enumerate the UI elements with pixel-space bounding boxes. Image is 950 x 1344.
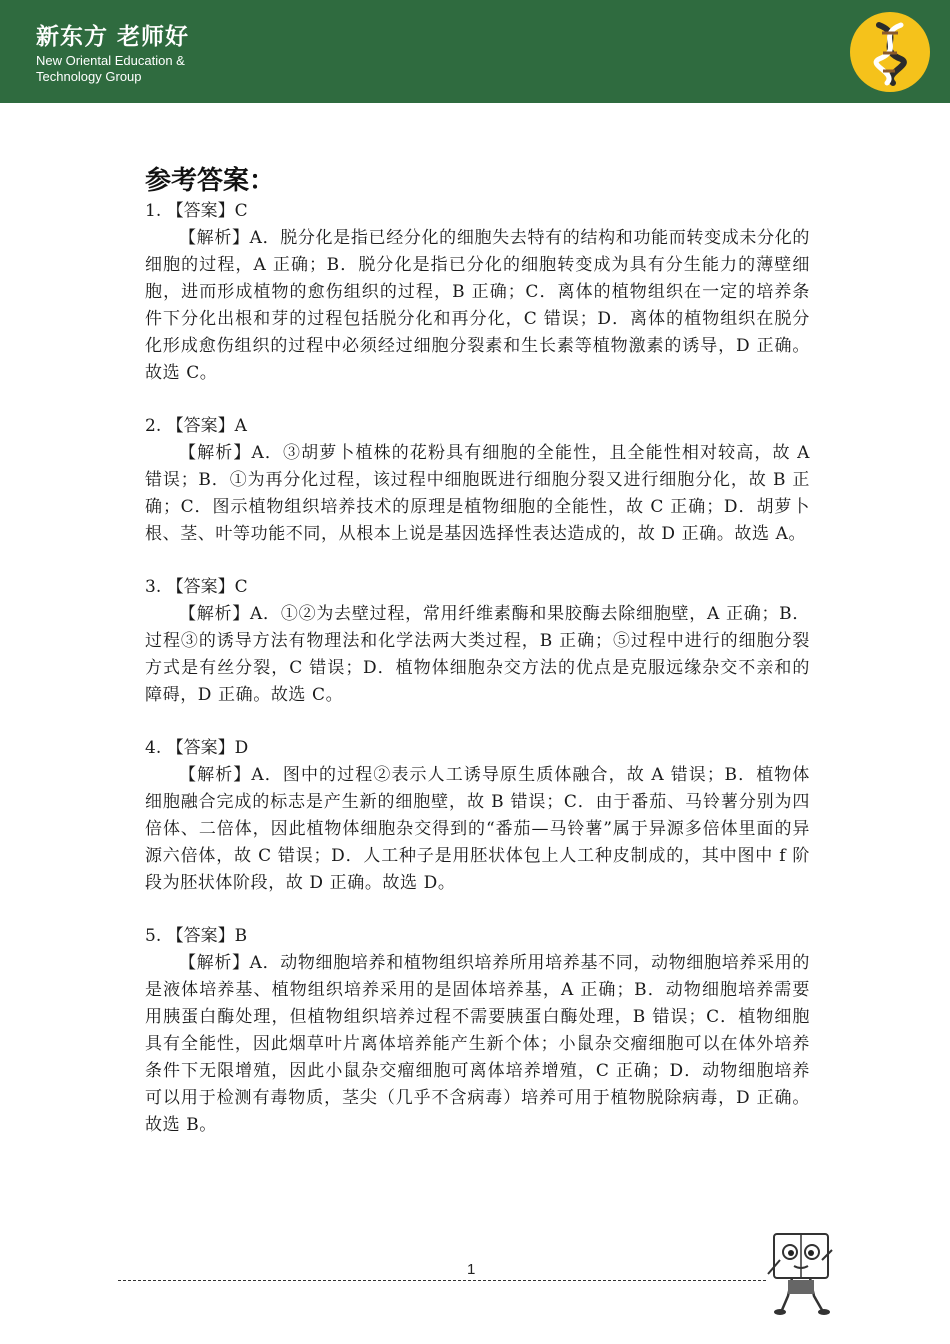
answer-key: 3. 【答案】C	[145, 577, 248, 597]
answer-key: 5. 【答案】B	[145, 926, 248, 946]
answer-explanation: 【解析】A．①②为去壁过程，常用纤维素酶和果胶酶去除细胞壁，A 正确；B．过程③的诱导方法有物理法和化学法两大类过程，B 正确；⑤过程中进行的细胞分裂方式是有丝分裂，C 错误；D．植物体细胞杂交方法的优点是克服远缘杂交不亲和的障碍，D 正确。故选 C。	[145, 604, 810, 705]
answer-item-1	[145, 198, 810, 387]
answer-item-2	[145, 413, 810, 548]
answer-item-5	[145, 923, 810, 1139]
page-title: 参考答案：	[145, 166, 276, 196]
answer-key: 4. 【答案】D	[145, 738, 249, 758]
answer-key: 1. 【答案】C	[145, 201, 248, 221]
header-bar	[0, 0, 950, 103]
page-number: 1	[467, 1261, 476, 1278]
footer-divider	[118, 1280, 766, 1281]
answer-list	[145, 198, 810, 1165]
brand-name-cn: 新东方 老师好	[36, 24, 190, 50]
answer-item-3	[145, 574, 810, 709]
answer-explanation: 【解析】A．③胡萝卜植株的花粉具有细胞的全能性，且全能性相对较高，故 A 错误；B．①为再分化过程，该过程中细胞既进行细胞分裂又进行细胞分化，故 B 正确；C．图示植物组织培养技术的原理是植物细胞的全能性，故 C 正确；D．胡萝卜根、茎、叶等功能不同，从根本上说是基因选择性表达造成的，故 D 正确。故选 A。	[145, 443, 810, 544]
book-mascot-icon	[766, 1230, 836, 1320]
dna-helix-icon	[849, 11, 931, 93]
answer-explanation: 【解析】A．图中的过程②表示人工诱导原生质体融合，故 A 错误；B．植物体细胞融合完成的标志是产生新的细胞壁，故 B 错误；C．由于番茄、马铃薯分别为四倍体、二倍体，因此植物体细胞杂交得到的“番茄—马铃薯”属于异源多倍体里面的异源六倍体，故 C 错误；D．人工种子是用胚状体包上人工种皮制成的，其中图中 f 阶段为胚状体阶段，故 D 正确。故选 D。	[145, 765, 810, 893]
answer-explanation: 【解析】A．脱分化是指已经分化的细胞失去特有的结构和功能而转变成未分化的细胞的过程，A 正确；B．脱分化是指已分化的细胞转变成为具有分生能力的薄壁细胞，进而形成植物的愈伤组织的过程，B 正确；C．离体的植物组织在一定的培养条件下分化出根和芽的过程包括脱分化和再分化，C 错误；D．离体的植物组织在脱分化形成愈伤组织的过程中必须经过细胞分裂素和生长素等植物激素的诱导，D 正确。故选 C。	[145, 228, 810, 383]
answer-key: 2. 【答案】A	[145, 416, 247, 436]
brand-name-en: New Oriental Education & Technology Group	[36, 53, 185, 84]
answer-explanation: 【解析】A．动物细胞培养和植物组织培养所用培养基不同，动物细胞培养采用的是液体培养基、植物组织培养采用的是固体培养基，A 正确；B．动物细胞培养需要用胰蛋白酶处理，但植物组织培养过程不需要胰蛋白酶处理，B 错误；C．植物细胞具有全能性，因此烟草叶片离体培养能产生新个体；小鼠杂交瘤细胞可以在体外培养条件下无限增殖，因此小鼠杂交瘤细胞可离体培养增殖，C 正确；D．动物细胞培养可以用于检测有毒物质，茎尖（几乎不含病毒）培养可用于植物脱除病毒，D 正确。故选 B。	[145, 953, 810, 1135]
answer-item-4	[145, 735, 810, 897]
